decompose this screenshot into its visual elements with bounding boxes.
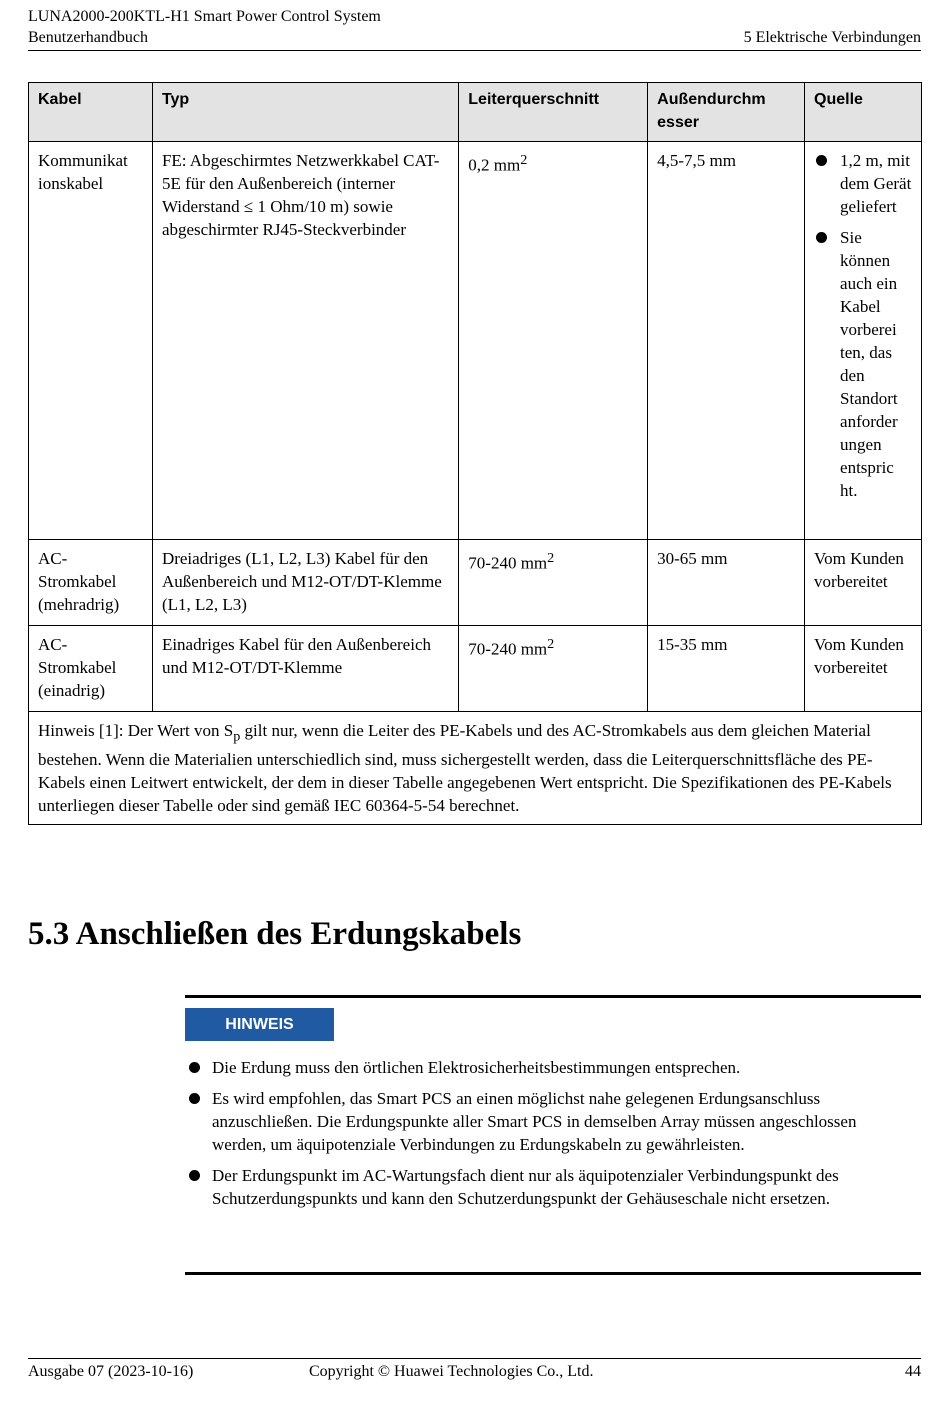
table-row	[29, 540, 922, 626]
quelle-list	[814, 149, 912, 502]
list-item-text: Die Erdung muss den örtlichen Elektrosicherheitsbestimmungen entsprechen.	[212, 1058, 741, 1077]
bullet-icon	[189, 1093, 200, 1104]
table-row	[29, 626, 922, 712]
list-item	[814, 226, 912, 502]
header-product-title: LUNA2000-200KTL-H1 Smart Power Control System	[28, 8, 381, 25]
column-header-aussendurchmesser: Außendurchm esser	[648, 83, 805, 142]
list-item	[185, 1087, 913, 1156]
bullet-icon	[189, 1170, 200, 1181]
header-doc-type: Benutzerhandbuch	[28, 29, 148, 46]
hint-subscript: p	[233, 728, 241, 745]
list-item-text: 1,2 m, mit dem Gerät geliefert	[840, 151, 912, 216]
unit-exponent: 2	[547, 636, 555, 652]
list-item-text: Es wird empfohlen, das Smart PCS an einen möglichst nahe gelegenen Erdungsanschluss anzuschließen. Die Erdungspunkte aller Smart PCS in demselben Array müssen angeschlossen werden, um äquipotenziale Verbindungen zu Erdungskabeln zu gewährleisten.	[212, 1089, 857, 1154]
hint-text: gilt nur, wenn die Leiter des PE-Kabels und des AC-Stromkabels aus dem gleichen Material bestehen. Wenn die Materialien unterschiedlich sind, muss sichergestellt werden, dass die Leiterquerschnittsfläche des PE-Kabels einen Leitwert entwickelt, der dem in dieser Tabelle angegebenen Wert entspricht. Die Spezifikationen des PE-Kabels unterliegen dieser Tabelle oder sind gemäß IEC 60364-5-54 berechnet.	[38, 721, 892, 816]
cell-kabel: AC-Stromkabel (einadrig)	[29, 626, 153, 712]
header-chapter: 5 Elektrische Verbindungen	[743, 29, 921, 46]
querschnitt-value: 70-240 mm	[468, 553, 548, 573]
cell-quelle: Vom Kunden vorbereitet	[805, 540, 922, 626]
list-item	[814, 149, 912, 218]
cell-quelle	[805, 142, 922, 540]
list-item-text: Der Erdungspunkt im AC-Wartungsfach dient nur als äquipotenzialer Verbindungspunkt des Schutzerdungspunkts und kann den Schutzerdungspunkt der Gehäuseschale nicht ersetzen.	[212, 1166, 839, 1208]
page-number: 44	[905, 1363, 921, 1380]
cell-querschnitt	[459, 626, 648, 712]
cell-typ: FE: Abgeschirmtes Netzwerkkabel CAT-5E für den Außenbereich (interner Widerstand ≤ 1 Ohm/10 m) sowie abgeschirmter RJ45-Steckverbinder	[152, 142, 458, 540]
cell-durchmesser: 30-65 mm	[648, 540, 805, 626]
bullet-icon	[816, 155, 827, 166]
table-row	[29, 142, 922, 540]
cell-kabel: Kommunikat ionskabel	[29, 142, 153, 540]
column-header-quelle: Quelle	[805, 83, 922, 142]
notice-badge: HINWEIS	[185, 1008, 334, 1041]
footer-copyright: Copyright © Huawei Technologies Co., Ltd.	[309, 1363, 594, 1380]
querschnitt-value: 0,2 mm	[468, 155, 521, 175]
cell-typ: Einadriges Kabel für den Außenbereich und M12-OT/DT-Klemme	[152, 626, 458, 712]
column-header-typ: Typ	[152, 83, 458, 142]
notice-list	[185, 1056, 913, 1218]
cell-durchmesser: 4,5-7,5 mm	[648, 142, 805, 540]
cell-querschnitt	[459, 540, 648, 626]
cell-kabel: AC-Stromkabel (mehradrig)	[29, 540, 153, 626]
cell-typ: Dreiadriges (L1, L2, L3) Kabel für den Außenbereich und M12-OT/DT-Klemme (L1, L2, L3)	[152, 540, 458, 626]
cell-quelle: Vom Kunden vorbereitet	[805, 626, 922, 712]
column-header-leiterquerschnitt: Leiterquerschnitt	[459, 83, 648, 142]
footer-edition: Ausgabe 07 (2023-10-16)	[28, 1363, 194, 1380]
table-note-row	[29, 712, 922, 825]
querschnitt-value: 70-240 mm	[468, 639, 548, 659]
cell-durchmesser: 15-35 mm	[648, 626, 805, 712]
list-item	[185, 1164, 913, 1210]
page-footer	[28, 1358, 921, 1380]
notice-box	[185, 995, 921, 1275]
bullet-icon	[816, 232, 827, 243]
table-hint-note	[29, 712, 922, 825]
column-header-kabel: Kabel	[29, 83, 153, 142]
list-item-text: Sie können auch ein Kabel vorberei ten, das den Standort anforder ungen entspric ht.	[840, 228, 898, 500]
bullet-icon	[189, 1062, 200, 1073]
cable-spec-table	[28, 82, 922, 825]
page-header	[28, 6, 921, 51]
hint-prefix: Hinweis [1]: Der Wert von S	[38, 721, 234, 740]
list-item	[185, 1056, 913, 1079]
section-heading: 5.3 Anschließen des Erdungskabels	[28, 916, 522, 952]
table-header-row	[29, 83, 922, 142]
cell-querschnitt	[459, 142, 648, 540]
unit-exponent: 2	[520, 152, 528, 168]
unit-exponent: 2	[547, 550, 555, 566]
